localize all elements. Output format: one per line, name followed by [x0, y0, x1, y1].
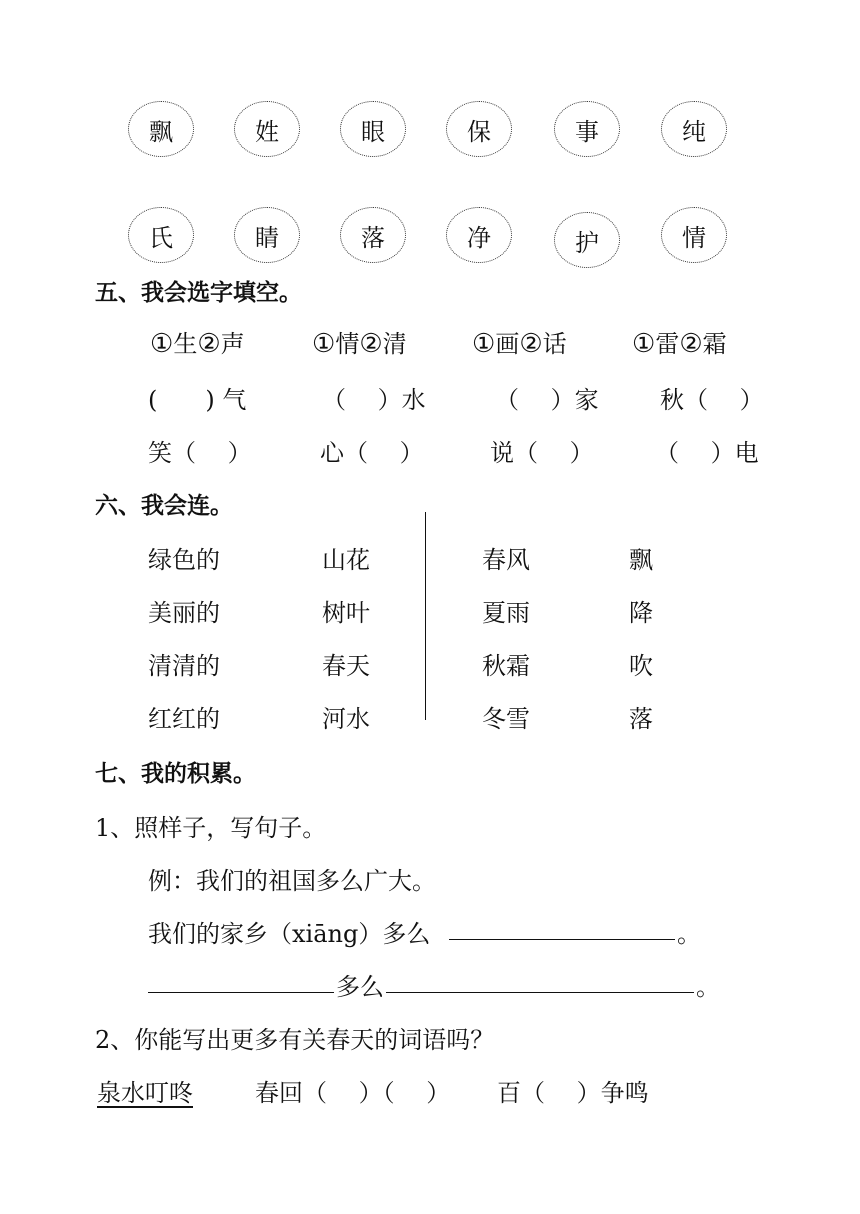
sentence-prompt-1: 我们的家乡（xiāng）多么: [148, 920, 431, 948]
fill-blank-item[interactable]: 说（ ）: [490, 439, 594, 467]
choice-group: [632, 324, 727, 359]
char-oval: 眼: [340, 101, 406, 157]
example-word: 泉水叮咚: [97, 1079, 193, 1107]
fill-blank-item[interactable]: （ ）水: [322, 386, 426, 414]
match-item[interactable]: 春风: [482, 546, 530, 574]
circled-one: ①: [472, 329, 496, 359]
match-item[interactable]: 吹: [629, 652, 653, 680]
match-item[interactable]: 清清的: [148, 652, 220, 680]
match-item[interactable]: 冬雪: [482, 705, 530, 733]
section-7-title: 七、我的积累。: [95, 761, 256, 787]
char-oval: 事: [554, 101, 620, 157]
fill-blank-item[interactable]: ( ) 气: [148, 386, 247, 414]
choice-char: 画: [495, 330, 520, 358]
choice-char: 清: [382, 330, 407, 358]
char-oval: 纯: [661, 101, 727, 157]
answer-blank[interactable]: [148, 992, 334, 993]
circled-two: ②: [519, 329, 543, 359]
fill-blank-item[interactable]: 心（ ）: [320, 439, 424, 467]
match-item[interactable]: 秋霜: [482, 652, 530, 680]
answer-blank[interactable]: [449, 939, 675, 940]
match-item[interactable]: 山花: [322, 546, 370, 574]
choice-char: 声: [220, 330, 245, 358]
fill-blank-item[interactable]: （ ）电: [655, 439, 759, 467]
match-item[interactable]: 河水: [322, 705, 370, 733]
match-item[interactable]: 落: [629, 705, 653, 733]
choice-char: 生: [173, 330, 198, 358]
choice-group: [150, 324, 245, 359]
word-blank-item[interactable]: 百（ ）争鸣: [497, 1079, 649, 1107]
fill-blank-item[interactable]: （ ）家: [495, 386, 599, 414]
char-oval: 姓: [234, 101, 300, 157]
question-2: 2、你能写出更多有关春天的词语吗？: [95, 1026, 495, 1054]
sentence-prompt-2: 多么: [336, 973, 384, 1001]
choice-group: [472, 324, 567, 359]
column-divider: [425, 512, 426, 720]
answer-blank[interactable]: [386, 992, 694, 993]
period: 。: [696, 973, 720, 1001]
choice-char: 话: [542, 330, 567, 358]
char-oval: 护: [554, 212, 620, 268]
match-item[interactable]: 红红的: [148, 705, 220, 733]
choice-group: [312, 324, 407, 359]
match-item[interactable]: 春天: [322, 652, 370, 680]
fill-blank-item[interactable]: 笑（ ）: [148, 439, 252, 467]
period: 。: [677, 920, 701, 948]
match-item[interactable]: 夏雨: [482, 599, 530, 627]
match-item[interactable]: 美丽的: [148, 599, 220, 627]
choice-char: 雷: [655, 330, 680, 358]
circled-two: ②: [679, 329, 703, 359]
circled-one: ①: [632, 329, 656, 359]
char-oval: 净: [446, 207, 512, 263]
circled-one: ①: [312, 329, 336, 359]
section-5-title: 五、我会选字填空。: [95, 280, 302, 306]
char-oval: 睛: [234, 207, 300, 263]
choice-char: 霜: [702, 330, 727, 358]
word-blank-item[interactable]: 春回（ ）（ ）: [255, 1079, 451, 1107]
circled-one: ①: [150, 329, 174, 359]
circled-two: ②: [359, 329, 383, 359]
match-item[interactable]: 绿色的: [148, 546, 220, 574]
char-oval: 氏: [128, 207, 194, 263]
question-1: 1、照样子，写句子。: [95, 814, 327, 842]
match-item[interactable]: 降: [629, 599, 653, 627]
char-oval: 情: [661, 207, 727, 263]
char-oval: 保: [446, 101, 512, 157]
match-item[interactable]: 飘: [629, 546, 653, 574]
char-oval: 飘: [128, 101, 194, 157]
choice-char: 情: [335, 330, 360, 358]
match-item[interactable]: 树叶: [322, 599, 370, 627]
fill-blank-item[interactable]: 秋（ ）: [660, 386, 764, 414]
char-oval: 落: [340, 207, 406, 263]
example-sentence: 例：我们的祖国多么广大。: [148, 867, 436, 895]
circled-two: ②: [197, 329, 221, 359]
section-6-title: 六、我会连。: [95, 493, 233, 519]
